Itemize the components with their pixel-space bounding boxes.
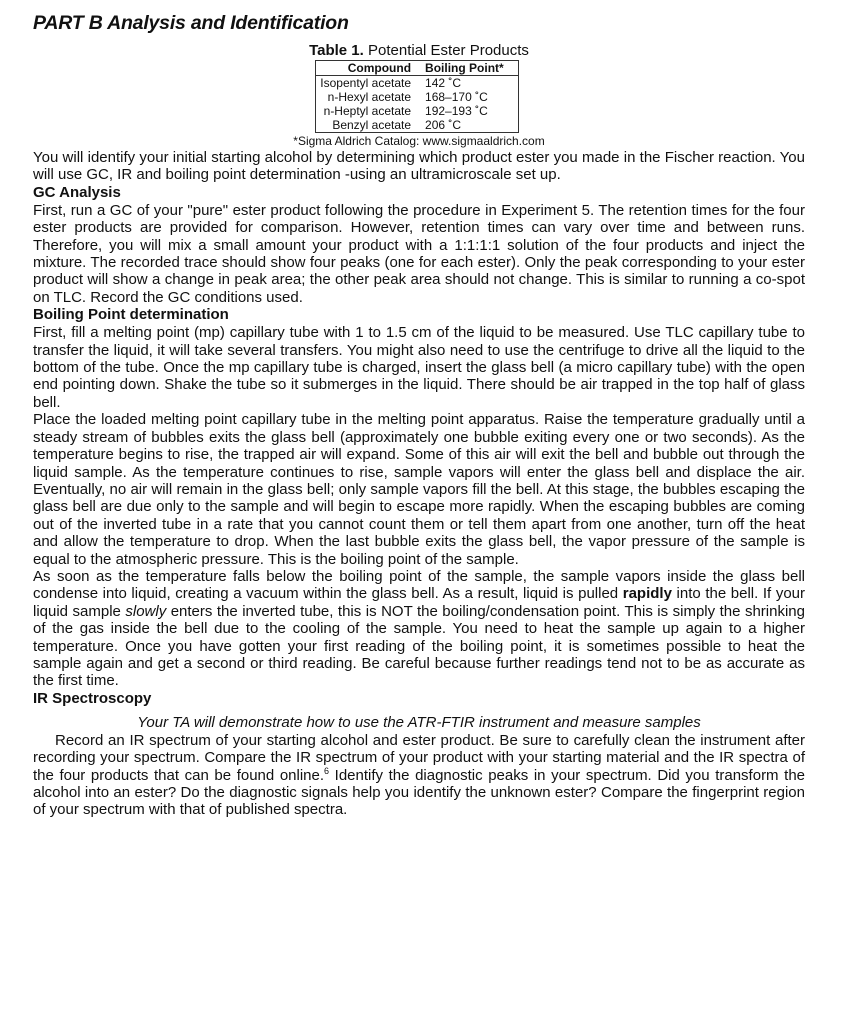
bp-p3-text-a: As soon as the temperature falls below the boiling point of the sample, the sample vapors inside the glass bell condense into liquid, creating a vacuum within the glass bell. As a result, liquid is pulled (33, 567, 805, 603)
table-row (316, 118, 518, 133)
table-row (316, 90, 518, 104)
table-footnote: *Sigma Aldrich Catalog: www.sigmaaldrich.com (293, 134, 545, 148)
table-caption (33, 42, 805, 60)
part-heading: PART B Analysis and Identification (33, 12, 349, 34)
header-compound: Compound (316, 61, 421, 76)
document-page (33, 10, 805, 819)
table-row (316, 104, 518, 118)
gc-paragraph: First, run a GC of your "pure" ester product following the procedure in Experiment 5. The retention times for the four ester products are provided for comparison. However, retention times can vary over time and between runs. Therefore, you will mix a small amount your product with a 1:1:1:1 solution of the four products and inject the mixture. The recorded trace should show four peaks (one for each ester). Only the peak corresponding to your ester product will show a change in peak area; the other peak area should not change. This is similar to running a co-spot on TLC. Record the GC conditions used. (33, 201, 805, 306)
compound-cell: Isopentyl acetate (316, 76, 421, 91)
boiling-point-cell: 206 ˚C (421, 118, 518, 133)
table-header-row (316, 61, 518, 76)
compound-cell: n-Heptyl acetate (316, 104, 421, 118)
ir-section-title: IR Spectroscopy (33, 689, 152, 707)
ir-text-a: Record an IR spectrum of your starting alcohol and ester product. Be sure to carefully clean the instrument after recording your spectrum. Compare the IR spectrum of your product with your starting material and the IR spectra of the four products that can be found online. (33, 731, 805, 784)
table-caption-label: Table 1. (309, 42, 364, 59)
bp-paragraph-2: Place the loaded melting point capillary tube in the melting point apparatus. Raise the temperature gradually until a steady stream of bubbles exits the glass bell (approximately one bubble exiting every one or two seconds). As the temperature begins to rise, the trapped air will expand. Some of this air will exit the bell and bubble out through the liquid sample. As the temperature continues to rise, sample vapors will enter the glass bell and displace the air. Eventually, no air will remain in the glass bell; only sample vapors fill the bell. At this stage, the bubbles escaping the glass bell are due only to the sample and will begin to escape more rapidly. When the escaping bubbles are coming out of the inverted tube in a rate that you cannot count them or tell them apart from one another, turn off the heat and allow the temperature to drop. When the last bubble exits the glass bell, the vapor pressure of the sample is equal to the atmospheric pressure. This is the boiling point of the sample. (33, 411, 805, 568)
boiling-point-cell: 142 ˚C (421, 76, 518, 91)
table-row (316, 76, 518, 91)
bp-paragraph-1: First, fill a melting point (mp) capillary tube with 1 to 1.5 cm of the liquid to be measured. Use TLC capillary tube to transfer the liquid, it will take several transfers. You might also need to use the centrifuge to drive all the liquid to the bottom of the tube. Once the mp capillary tube is charged, insert the glass bell (a micro capillary tube) with the open end pointing down. Shake the tube so it submerges in the liquid. There should be air trapped in the top half of glass bell. (33, 324, 805, 411)
boiling-point-cell: 168–170 ˚C (421, 90, 518, 104)
bp-p3-emphasis-rapidly: rapidly (622, 585, 672, 603)
bp-section-title: Boiling Point determination (33, 306, 229, 324)
ester-table-block (33, 42, 805, 149)
ir-demo-note: Your TA will demonstrate how to use the ATR-FTIR instrument and measure samples (137, 713, 701, 731)
ir-text-b: Identify the diagnostic peaks in your spectrum. Did you transform the alcohol into an ester? Do the diagnostic signals help you identify the unknown ester? Compare the fingerprint region of your spectrum with that of published spectra. (33, 766, 806, 819)
bp-paragraph-3 (33, 568, 805, 690)
bp-p3-text-e: enters the inverted tube, this is NOT the boiling/condensation point. This is simply the shrinking of the gas inside the bell due to the cooling of the sample. You need to heat the sample up again to a higher temperature. Once you have gotten your first reading of the boiling point, it is sometimes possible to heat the sample again and get a second or third reading. Be careful because further readings tend not to be as accurate as the first time. (33, 602, 805, 690)
gc-section-title: GC Analysis (33, 183, 121, 201)
ester-table (315, 60, 518, 133)
boiling-point-cell: 192–193 ˚C (421, 104, 518, 118)
table-caption-text: Potential Ester Products (368, 42, 529, 59)
ir-reference-superscript: 6 (324, 765, 330, 776)
bp-p3-text-c: into the bell. If your liquid sample (33, 585, 806, 620)
intro-paragraph: You will identify your initial starting alcohol by determining which product ester you made in the Fischer reaction. You will use GC, IR and boiling point determination -using an ultramicroscale set up. (33, 149, 805, 184)
header-boiling-point: Boiling Point* (421, 61, 518, 76)
ir-paragraph (33, 732, 805, 819)
bp-p3-emphasis-slowly: slowly (125, 602, 167, 620)
compound-cell: Benzyl acetate (316, 118, 421, 133)
compound-cell: n-Hexyl acetate (316, 90, 421, 104)
